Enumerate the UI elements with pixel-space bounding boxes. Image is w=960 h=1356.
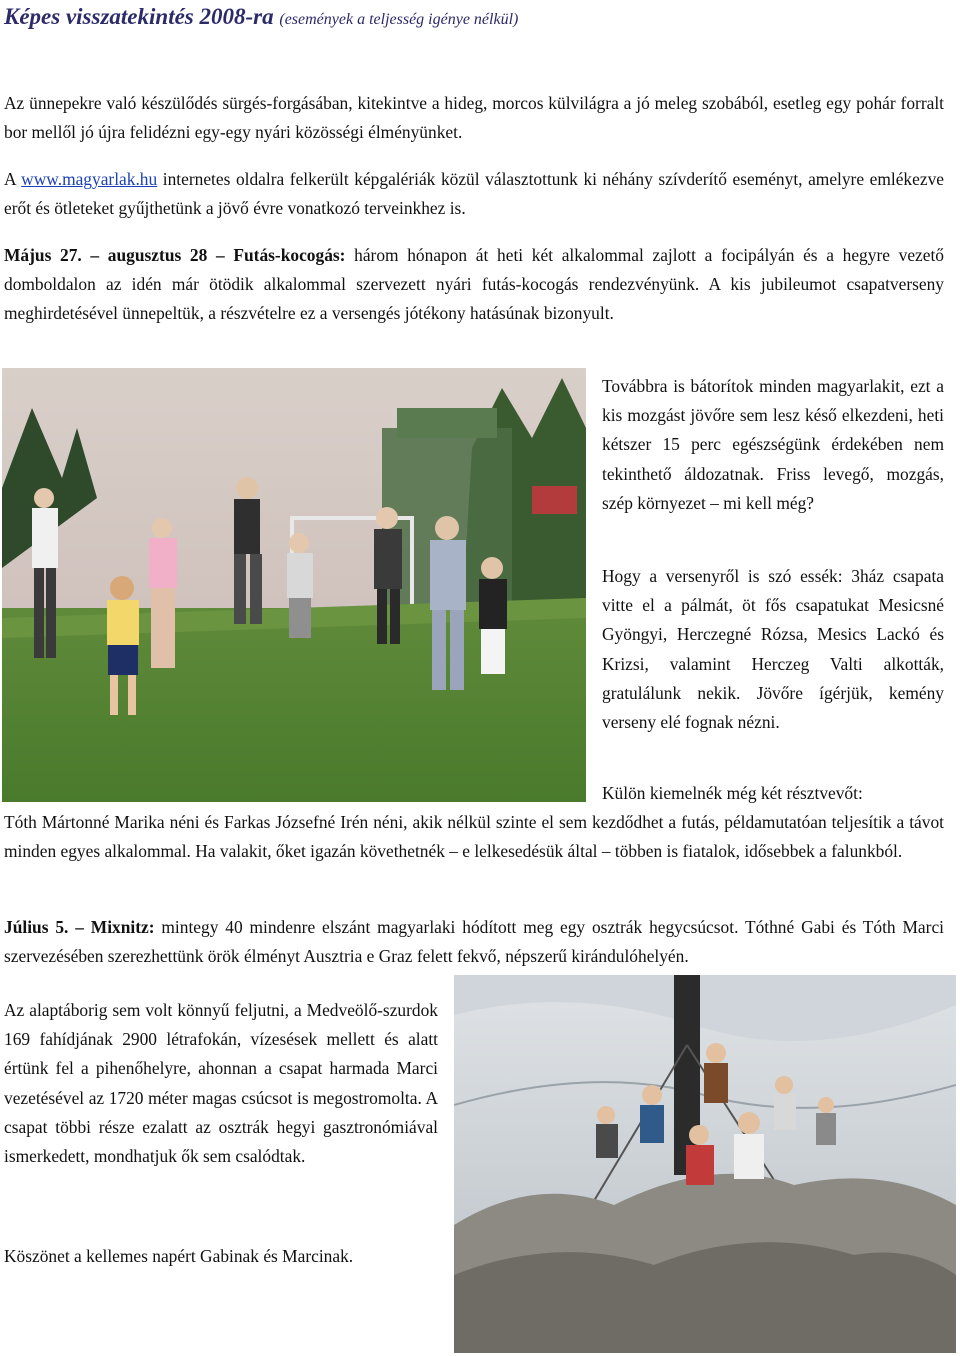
page-title	[4, 2, 518, 35]
hike-photo-illustration	[454, 975, 956, 1353]
hike-event-heading: Július 5. – Mixnitz:	[4, 917, 155, 937]
hike-event-paragraph	[4, 913, 944, 971]
title-subtitle: (események a teljesség igénye nélkül)	[279, 11, 519, 28]
thanks-text: Köszönet a kellemes napért Gabinak és Marcinak.	[4, 1246, 354, 1266]
hike-summit-photo	[454, 975, 956, 1353]
results-text: Hogy a versenyről is szó essék: 3ház csapata vitte el a pálmát, öt fős csapatukat Mesicsné Gyöngyi, Herczegné Rózsa, Mesics Lackó és Krizsi, valamint Herczeg Valti alkották, gratulálunk nekik. Jövőre ígérjük, kemény verseny elé fognak nézni.	[602, 566, 944, 733]
running-results	[602, 562, 944, 737]
running-event-paragraph	[4, 241, 944, 329]
intro-text: Az ünnepekre való készülődés sürgés-forgásában, kitekintve a hideg, morcos külvilágra a jó meleg szobából, esetleg egy pohár forralt bor mellől jó újra felidézni egy-egy nyári közösségi élményünket.	[4, 93, 944, 143]
intro-paragraph	[4, 89, 944, 147]
encouragement-text: Továbbra is bátorítok minden magyarlakit, ezt a kis mozgást jövőre sem lesz késő elkezdeni, heti kétszer 15 perc egészségünk érdekében nem tekinthető áldozatnak. Friss levegő, mozgás, szép környezet – mi kell még?	[602, 376, 944, 513]
special-mention-start	[602, 779, 944, 808]
special-mention-paragraph	[4, 808, 944, 866]
hike-story	[4, 996, 438, 1171]
gallery-text: internetes oldalra felkerült képgalériák közül választottunk ki néhány szívderítő eseményt, amelyre emlékezve erőt és ötleteket gyűjthetünk a jövő évre vonatkozó terveinkhez is.	[4, 169, 944, 219]
hike-story-text: Az alaptáborig sem volt könnyű feljutni, a Medveölő-szurdok 169 fahídjának 2900 létrafokán, vízesések mellett és alatt értünk fel a pihenőhelyre, ahonnan a csapat harmada Marci vezetésével az 1720 méter magas csúcsot is megostromolta. A csapat többi része ezalatt az osztrák hegyi gasztronómiával ismerkedett, mondhatjuk ők sem csalódtak.	[4, 1000, 438, 1167]
special-mention-text: Tóth Mártonné Marika néni és Farkas Józsefné Irén néni, akik nélkül szinte el sem kezdődhet a futás, példamutatóan teljesítik a távot minden egyes alkalommal. Ha valakit, őket igazán követhetnék – e lelkesedésük által – többen is fiatalok, idősebbek a falunkból.	[4, 812, 944, 862]
thanks-line	[4, 1242, 444, 1271]
running-encouragement	[602, 372, 944, 518]
magyarlak-link[interactable]: www.magyarlak.hu	[21, 169, 158, 189]
hike-event-text: mintegy 40 mindenre elszánt magyarlaki hódított meg egy osztrák hegycsúcsot. Tóthné Gabi és Tóth Marci szervezésében szerezhettünk örök élményt Ausztria e Graz felett fekvő, népszerű kirándulóhelyén.	[4, 917, 944, 967]
running-photo-illustration	[2, 368, 586, 802]
special-mention-lead: Külön kiemelnék még két résztvevőt:	[602, 783, 863, 803]
running-photo	[2, 368, 586, 802]
gallery-paragraph	[4, 165, 944, 223]
running-event-text: három hónapon át heti két alkalommal zajlott a focipályán és a hegyre vezető domboldalon az idén már ötödik alkalommal szervezett nyári futás-kocogás rendezvényünk. A kis jubileumot csapatverseny meghirdetésével ünnepeltük, a részvételre ez a versengés jótékony hatásúnak bizonyult.	[4, 245, 945, 324]
gallery-prefix: A	[4, 169, 22, 189]
running-event-heading: Május 27. – augusztus 28 – Futás-kocogás:	[4, 245, 346, 265]
title-text: Képes visszatekintés 2008-ra	[4, 4, 274, 29]
